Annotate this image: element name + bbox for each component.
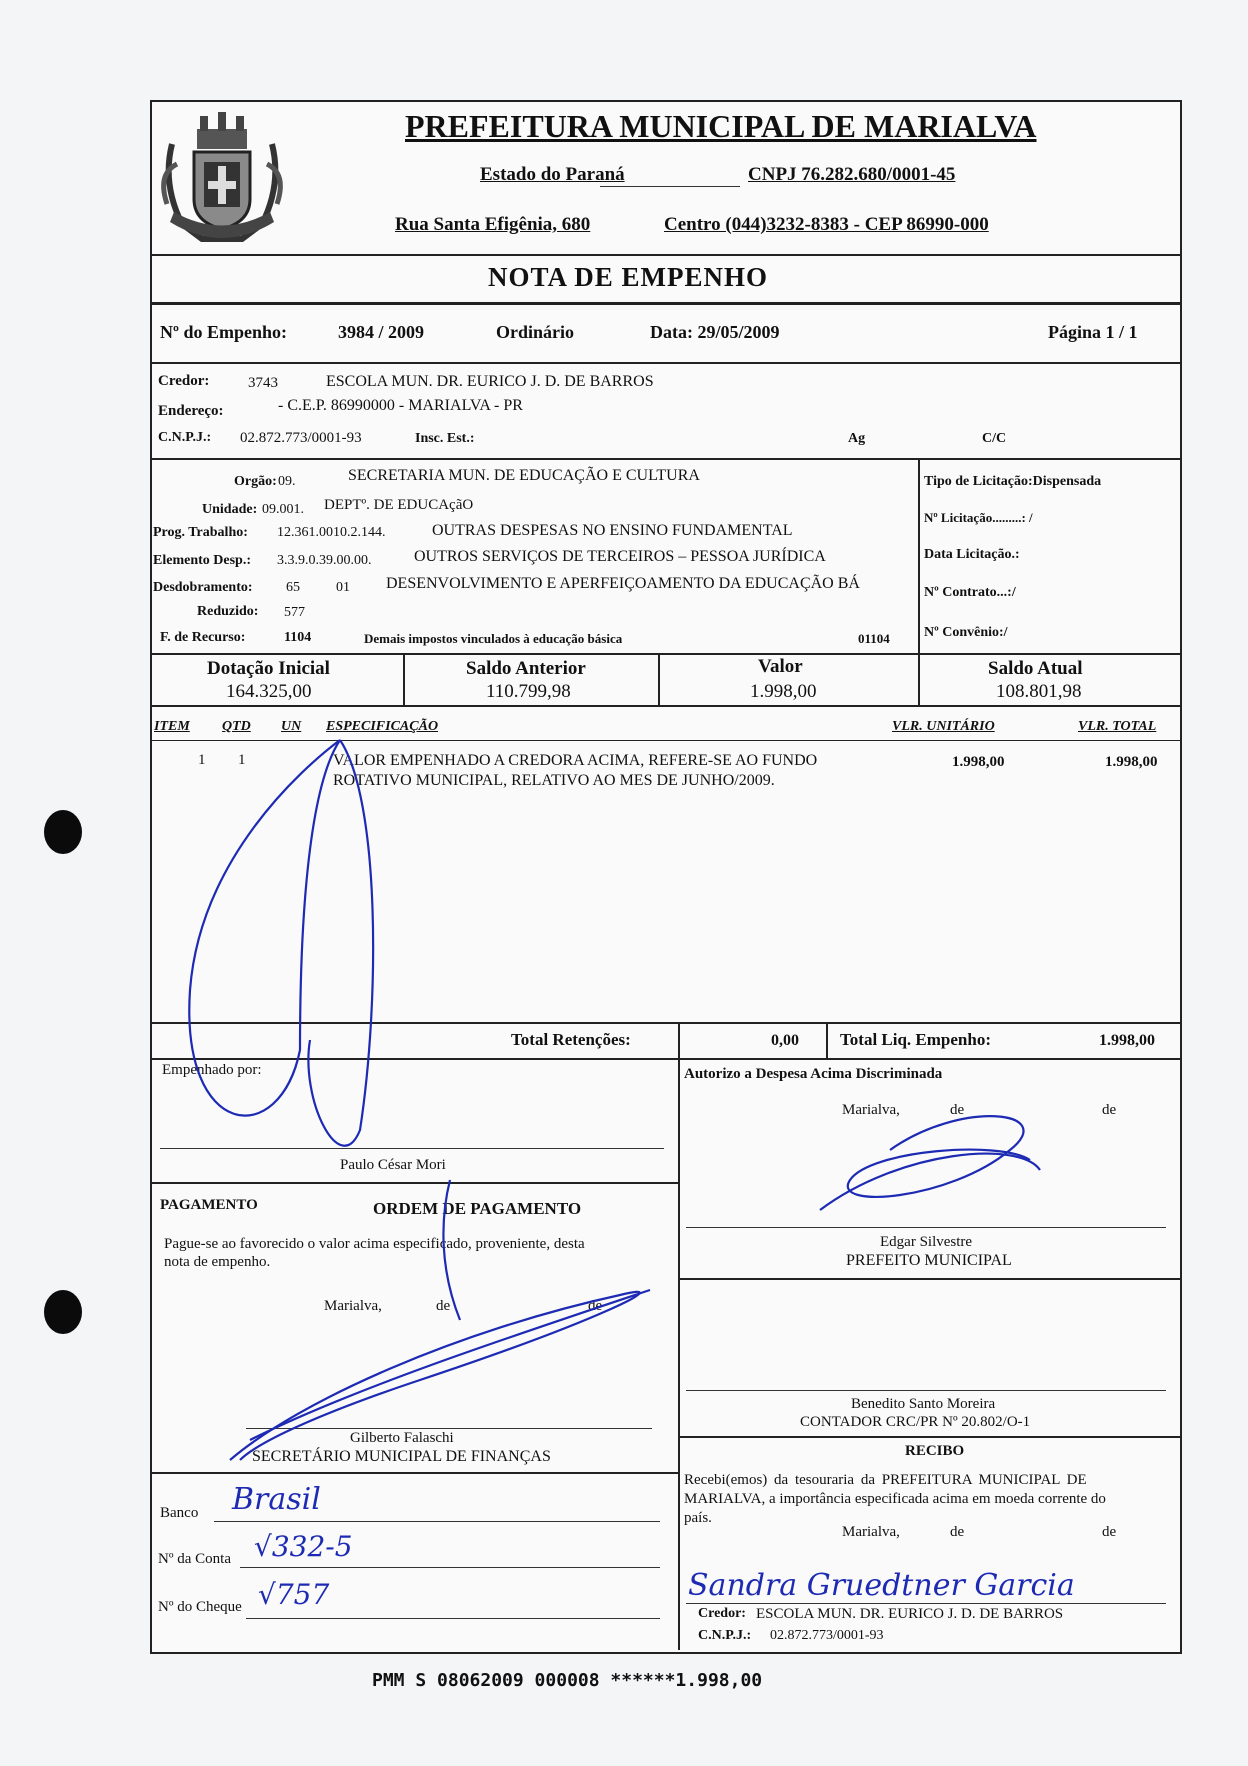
liq-empenho-label: Total Liq. Empenho: — [840, 1030, 991, 1049]
licitacao-convenio: Nº Convênio:/ — [924, 625, 1008, 640]
cnpj-value: 02.872.773/0001-93 — [240, 430, 362, 446]
conta-value: √332-5 — [254, 1530, 353, 1563]
col-un: UN — [281, 719, 302, 734]
empenhado-name: Paulo César Mori — [340, 1157, 446, 1173]
saldo-anterior-value: 110.799,98 — [486, 681, 571, 702]
banco-value: Brasil — [232, 1482, 321, 1517]
ordem-pagamento-label: ORDEM DE PAGAMENTO — [373, 1199, 582, 1218]
conta-label: Nº da Conta — [158, 1551, 231, 1567]
pagamento-name: Gilberto Falaschi — [350, 1430, 454, 1446]
col-vlr-total: VLR. TOTAL — [1078, 719, 1157, 734]
saldo-anterior-label: Saldo Anterior — [466, 658, 586, 679]
autorizo-label: Autorizo a Despesa Acima Discriminada — [684, 1066, 943, 1082]
insc-label: Insc. Est.: — [415, 431, 475, 446]
valor-value: 1.998,00 — [750, 681, 817, 702]
item-desc-line1: VALOR EMPENHADO A CREDORA ACIMA, REFERE-SE AO FUNDO — [333, 752, 818, 769]
desdobramento-label: Desdobramento: — [153, 580, 253, 595]
orgao-label: Orgão: — [234, 474, 277, 489]
unidade-label: Unidade: — [202, 502, 258, 517]
elemento-name: OUTROS SERVIÇOS DE TERCEIROS – PESSOA JURÍDICA — [414, 548, 826, 565]
pagamento-city: Marialva, — [324, 1298, 382, 1314]
autorizo-role: PREFEITO MUNICIPAL — [846, 1252, 1012, 1269]
col-vlr-unitario: VLR. UNITÁRIO — [892, 719, 995, 734]
document-title: NOTA DE EMPENHO — [488, 262, 769, 292]
empenho-type: Ordinário — [496, 322, 575, 342]
banco-label: Banco — [160, 1505, 199, 1521]
recibo-cnpj-label: C.N.P.J.: — [698, 1628, 752, 1643]
credor-label: Credor: — [158, 373, 210, 389]
autorizo-de-1: de — [950, 1102, 965, 1118]
prog-code: 12.361.0010.2.144. — [277, 525, 386, 540]
endereco-label: Endereço: — [158, 403, 224, 419]
item-total: 1.998,00 — [1105, 754, 1158, 770]
cc-label: C/C — [982, 431, 1007, 446]
item-qtd: 1 — [238, 752, 246, 768]
desdobramento-name: DESENVOLVIMENTO E APERFEIÇOAMENTO DA EDUCAÇÃO BÁ — [386, 575, 860, 592]
licitacao-numero: Nº Licitação.........: / — [924, 510, 1033, 525]
licitacao-contrato: Nº Contrato...:/ — [924, 585, 1016, 600]
header-cnpj: CNPJ 76.282.680/0001-45 — [748, 164, 956, 185]
retencoes-label: Total Retenções: — [511, 1030, 631, 1049]
state-name: Estado do Paraná — [480, 164, 625, 185]
recurso-label: F. de Recurso: — [160, 630, 246, 645]
ag-label: Ag — [848, 431, 866, 446]
recibo-text-2: MARIALVA, a importância especificada acima em moeda corrente do — [684, 1491, 1106, 1507]
endereco-value: - C.E.P. 86990000 - MARIALVA - PR — [278, 397, 523, 414]
pagamento-de-1: de — [436, 1298, 451, 1314]
header-address: Rua Santa Efigênia, 680 — [395, 214, 591, 235]
cnpj-label: C.N.P.J.: — [158, 430, 212, 445]
page-number: Página 1 / 1 — [1048, 322, 1138, 342]
pagamento-text-1: Pague-se ao favorecido o valor acima especificado, proveniente, desta — [164, 1236, 585, 1252]
elemento-code: 3.3.9.0.39.00.00. — [277, 553, 372, 568]
contador-name: Benedito Santo Moreira — [851, 1396, 996, 1412]
col-item: ITEM — [154, 719, 190, 734]
pagamento-role: SECRETÁRIO MUNICIPAL DE FINANÇAS — [252, 1448, 551, 1465]
recibo-credor-name: ESCOLA MUN. DR. EURICO J. D. DE BARROS — [756, 1606, 1064, 1622]
item-desc-line2: ROTATIVO MUNICIPAL, RELATIVO AO MES DE JUNHO/2009. — [333, 772, 775, 789]
header-contact: Centro (044)3232-8383 - CEP 86990-000 — [664, 214, 989, 235]
recibo-text-1: Recebi(emos) da tesouraria da PREFEITURA MUNICIPAL DE — [684, 1472, 1087, 1488]
punch-hole-bottom — [44, 1290, 82, 1334]
page-title: PREFEITURA MUNICIPAL DE MARIALVA — [405, 108, 1037, 144]
unidade-name: DEPTº. DE EDUCAçãO — [324, 497, 474, 513]
licitacao-data: Data Licitação.: — [924, 547, 1020, 562]
recibo-city: Marialva, — [842, 1524, 900, 1540]
payment-stamp: PMM S 08062009 000008 ******1.998,00 — [372, 1670, 763, 1691]
orgao-code: 09. — [278, 474, 296, 489]
orgao-name: SECRETARIA MUN. DE EDUCAÇÃO E CULTURA — [348, 467, 700, 484]
recibo-de-2: de — [1102, 1524, 1117, 1540]
item-number: 1 — [198, 752, 206, 768]
pagamento-label: PAGAMENTO — [160, 1197, 258, 1213]
saldo-atual-label: Saldo Atual — [988, 658, 1083, 679]
unidade-code: 09.001. — [262, 502, 304, 517]
dotacao-value: 164.325,00 — [226, 681, 312, 702]
autorizo-name: Edgar Silvestre — [880, 1234, 973, 1250]
retencoes-value: 0,00 — [771, 1032, 799, 1049]
saldo-atual-value: 108.801,98 — [996, 681, 1082, 702]
recurso-name: Demais impostos vinculados à educação básica — [364, 631, 623, 646]
licitacao-tipo: Tipo de Licitação:Dispensada — [924, 474, 1102, 489]
recurso-number: 01104 — [858, 631, 890, 646]
autorizo-city: Marialva, — [842, 1102, 900, 1118]
autorizo-de-2: de — [1102, 1102, 1117, 1118]
prog-label: Prog. Trabalho: — [153, 525, 248, 540]
contador-role: CONTADOR CRC/PR Nº 20.802/O-1 — [800, 1414, 1031, 1430]
dotacao-label: Dotação Inicial — [207, 658, 330, 679]
recibo-text-3: país. — [684, 1510, 712, 1526]
recurso-code: 1104 — [284, 630, 312, 645]
punch-hole-top — [44, 810, 82, 854]
liq-empenho-value: 1.998,00 — [1099, 1032, 1155, 1049]
prog-name: OUTRAS DESPESAS NO ENSINO FUNDAMENTAL — [432, 522, 793, 539]
empenho-number: 3984 / 2009 — [338, 322, 425, 342]
desdobramento-code-2: 01 — [336, 580, 350, 595]
col-qtd: QTD — [222, 719, 251, 734]
recibo-de-1: de — [950, 1524, 965, 1540]
empenho-number-label: Nº do Empenho: — [160, 322, 287, 342]
recibo-title: RECIBO — [905, 1443, 965, 1459]
desdobramento-code-1: 65 — [286, 580, 300, 595]
recibo-cnpj-value: 02.872.773/0001-93 — [770, 1628, 884, 1643]
reduzido-value: 577 — [284, 605, 305, 620]
cheque-label: Nº do Cheque — [158, 1599, 242, 1615]
empenhado-label: Empenhado por: — [162, 1062, 262, 1078]
pagamento-de-2: de — [588, 1298, 603, 1314]
pagamento-text-2: nota de empenho. — [164, 1254, 271, 1270]
valor-label: Valor — [758, 656, 803, 677]
recibo-credor-label: Credor: — [698, 1606, 746, 1621]
credor-code: 3743 — [248, 375, 278, 391]
credor-name: ESCOLA MUN. DR. EURICO J. D. DE BARROS — [326, 373, 654, 390]
col-especificacao: ESPECIFICAÇÃO — [326, 719, 439, 734]
reduzido-label: Reduzido: — [197, 604, 259, 619]
item-unit-price: 1.998,00 — [952, 754, 1005, 770]
coat-of-arms-icon — [152, 104, 292, 254]
cheque-value: √757 — [258, 1578, 330, 1611]
elemento-label: Elemento Desp.: — [153, 553, 251, 568]
recibo-signature: Sandra Gruedtner Garcia — [688, 1568, 1075, 1603]
empenho-date: Data: 29/05/2009 — [650, 322, 780, 342]
